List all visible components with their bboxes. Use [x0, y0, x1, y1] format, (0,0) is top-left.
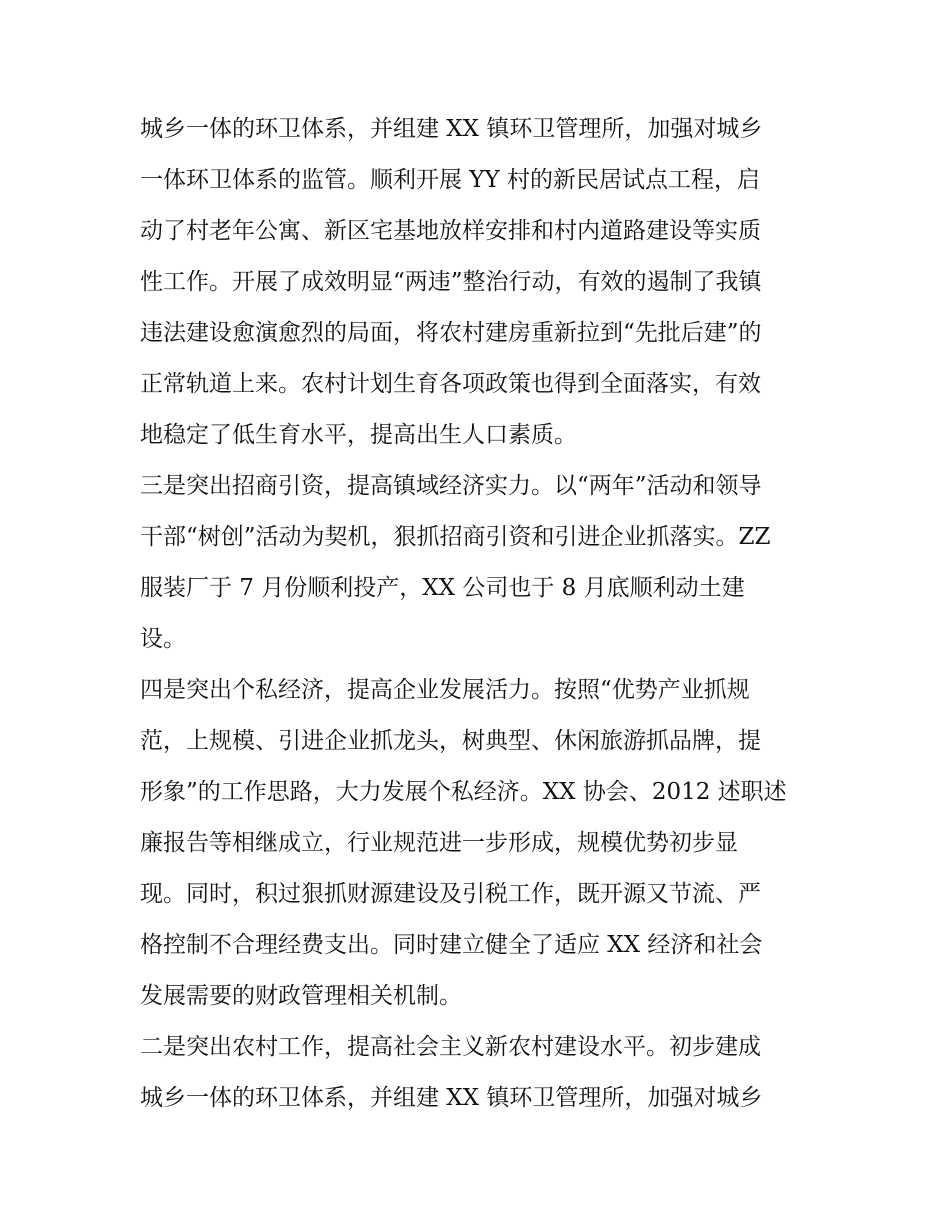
- document-body: [140, 104, 830, 1124]
- text-line: 范，上规模、引进企业抓龙头，树典型、休闲旅游抓品牌，提: [140, 728, 761, 754]
- text-line: 地稳定了低生育水平，提高出生人口素质。: [140, 422, 577, 448]
- text-line: 服装厂于 7 月份顺利投产，XX 公司也于 8 月底顺利动土建: [140, 575, 745, 601]
- text-line: 设。: [140, 626, 186, 652]
- text-line: 一体环卫体系的监管。顺利开展 YY 村的新民居试点工程，启: [140, 167, 760, 193]
- text-line: 格控制不合理经费支出。同时建立健全了适应 XX 经济和社会: [140, 932, 763, 958]
- text-line: 四是突出个私经济，提高企业发展活力。按照“优势产业抓规: [140, 677, 750, 703]
- text-line: 违法建设愈演愈烈的局面，将农村建房重新拉到“先批后建”的: [140, 320, 762, 346]
- text-line: 形象”的工作思路，大力发展个私经济。XX 协会、2012 述职述: [140, 779, 787, 805]
- text-line: 正常轨道上来。农村计划生育各项政策也得到全面落实，有效: [140, 371, 761, 397]
- text-line: 性工作。开展了成效明显“两违”整治行动，有效的遏制了我镇: [140, 269, 762, 295]
- text-line: 二是突出农村工作，提高社会主义新农村建设水平。初步建成: [140, 1034, 761, 1060]
- text-line: 廉报告等相继成立，行业规范进一步形成，规模优势初步显: [140, 830, 738, 856]
- text-line: 现。同时，积过狠抓财源建设及引税工作，既开源又节流、严: [140, 881, 761, 907]
- text-line: 发展需要的财政管理相关机制。: [140, 983, 462, 1009]
- text-line: 动了村老年公寓、新区宅基地放样安排和村内道路建设等实质: [140, 218, 761, 244]
- text-line: 干部“树创”活动为契机，狠抓招商引资和引进企业抓落实。ZZ: [140, 524, 771, 550]
- text-line: 城乡一体的环卫体系，并组建 XX 镇环卫管理所，加强对城乡: [140, 116, 763, 142]
- text-line: 城乡一体的环卫体系，并组建 XX 镇环卫管理所，加强对城乡: [140, 1085, 763, 1111]
- text-line: 三是突出招商引资，提高镇域经济实力。以“两年”活动和领导: [140, 473, 762, 499]
